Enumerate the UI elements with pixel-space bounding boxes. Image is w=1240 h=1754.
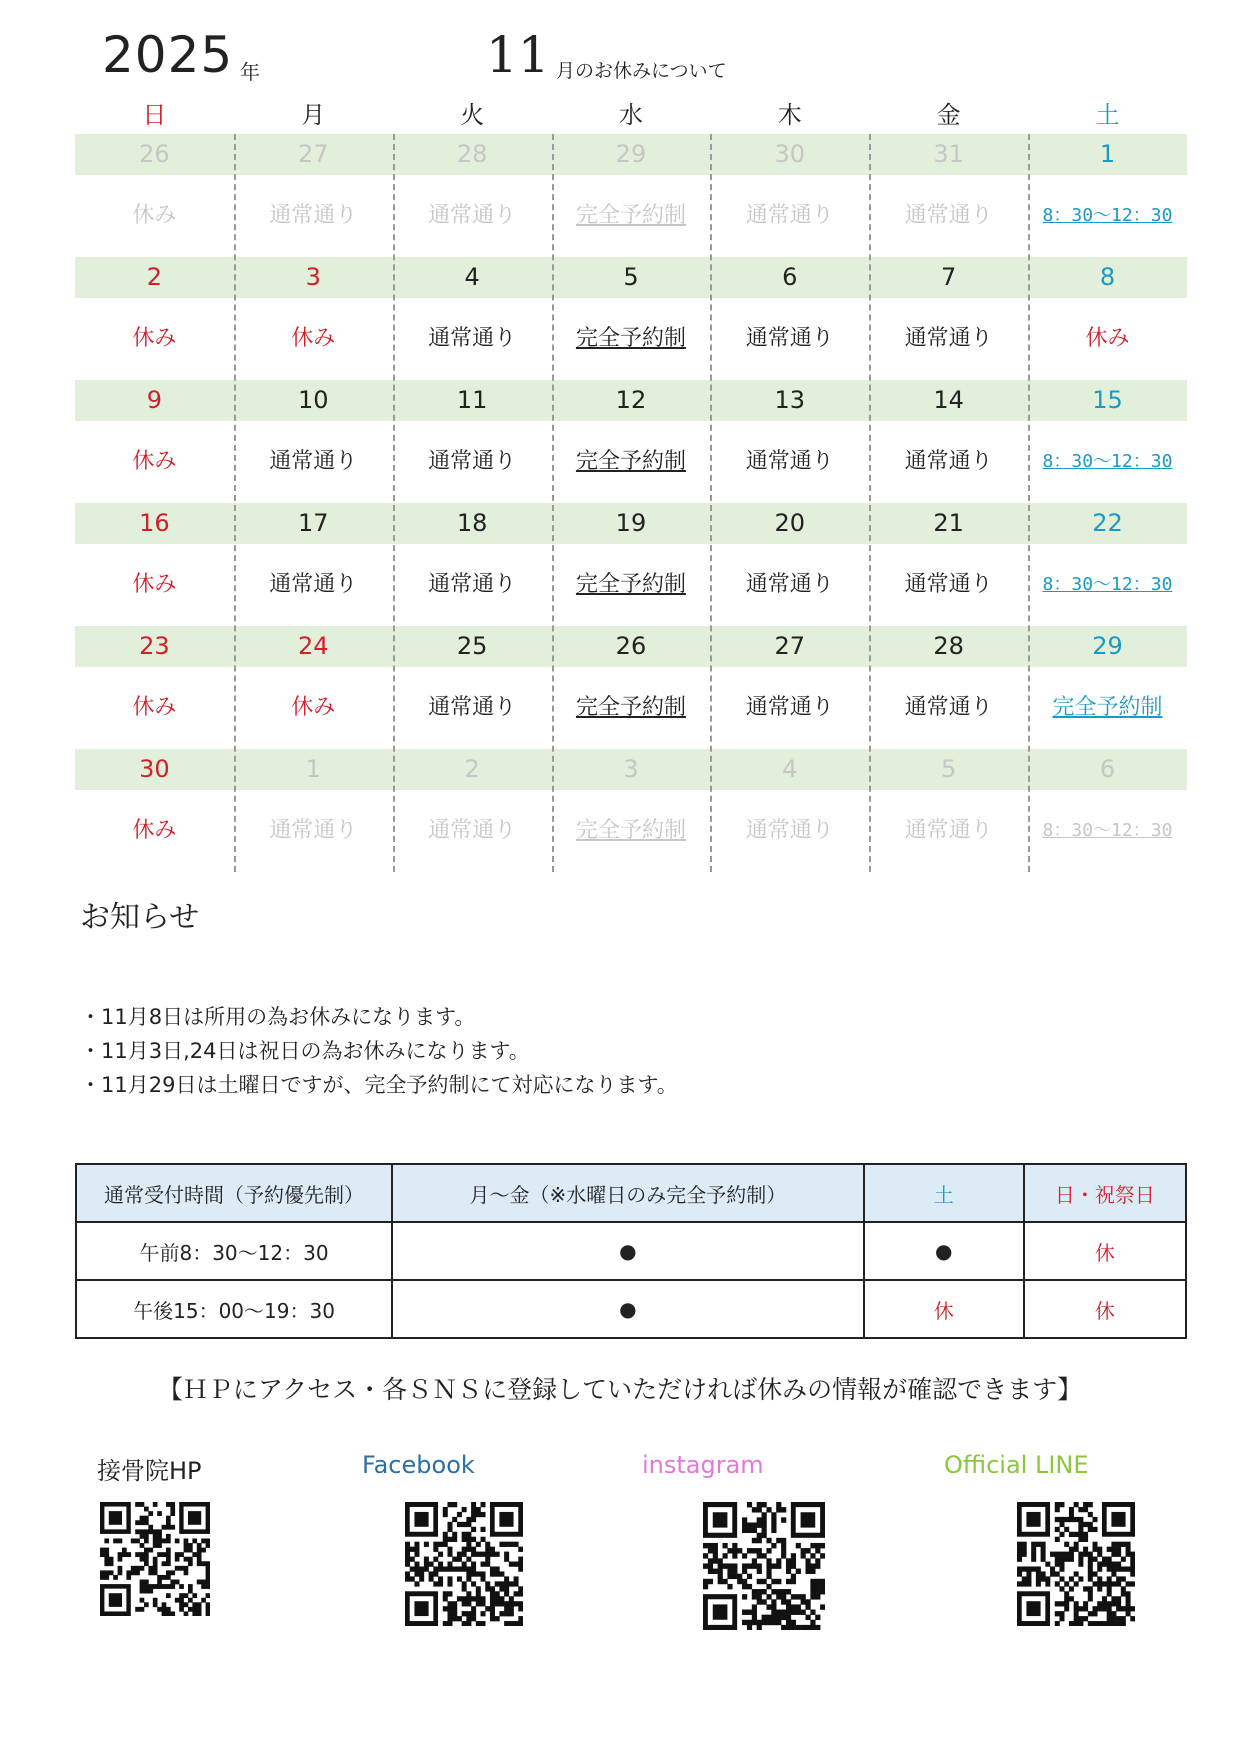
day-number-thu: 27 [774,632,806,660]
weekday-wed: 水 [618,101,643,129]
day-number-wed: 29 [615,140,647,168]
status-row [75,544,1187,626]
access-message: 【ＨＰにアクセス・各ＳＮＳに登録していただければ休みの情報が確認できます】 [157,1375,1083,1404]
day-status-fri: 通常通り [904,449,993,474]
day-status-sat: 8：30～12：30 [1042,205,1173,226]
status-row [75,421,1187,503]
day-number-sat: 6 [1099,755,1116,783]
qr-code-icon-facebook[interactable] [405,1502,523,1626]
day-status-mon: 通常通り [269,818,358,843]
day-status-thu: 通常通り [745,326,834,351]
day-number-thu: 6 [782,263,798,291]
cell: ● [392,1222,864,1280]
year-unit: 年 [240,60,260,84]
day-status-mon: 休み [291,326,336,351]
day-number-wed: 3 [623,755,639,783]
day-number-wed: 26 [615,632,647,660]
cell: 休 [1024,1280,1186,1338]
cell: 休 [1024,1222,1186,1280]
day-number-sat: 15 [1092,386,1123,414]
week-row [75,134,1187,257]
table-row [76,1222,1186,1280]
day-status-sun: 休み [132,326,177,351]
weekday-header [75,96,1187,134]
column-divider [1028,134,1030,872]
week-row [75,749,1187,872]
day-number-fri: 28 [933,632,964,660]
day-status-wed: 完全予約制 [575,449,686,474]
page-title: 月のお休みについて [556,60,727,82]
day-status-thu: 通常通り [745,695,834,720]
day-status-tue: 通常通り [428,572,517,597]
week-row [75,503,1187,626]
day-status-sat: 完全予約制 [1052,695,1163,720]
day-number-band [75,503,1187,544]
day-number-band [75,257,1187,298]
day-number-band [75,626,1187,667]
month: 11 [486,26,550,84]
day-status-mon: 通常通り [269,449,358,474]
qr-code-icon-instagram[interactable] [703,1502,825,1630]
weekday-mon: 月 [301,101,326,129]
day-number-sat: 8 [1099,263,1116,291]
week-row [75,380,1187,503]
day-number-wed: 5 [623,263,639,291]
day-status-wed: 完全予約制 [575,203,686,228]
column-divider [552,134,554,872]
day-number-thu: 4 [782,755,798,783]
day-status-sun: 休み [132,449,177,474]
week-row [75,626,1187,749]
day-number-mon: 3 [305,263,321,291]
day-number-wed: 19 [615,509,647,537]
weekday-sun: 日 [142,101,167,129]
day-status-mon: 通常通り [269,203,358,228]
day-number-sun: 9 [146,386,163,414]
header-time: 通常受付時間（予約優先制） [76,1164,392,1222]
qr-code-icon-line[interactable] [1017,1502,1135,1626]
day-status-sun: 休み [132,572,177,597]
day-number-thu: 13 [774,386,806,414]
day-status-thu: 通常通り [745,818,834,843]
day-number-fri: 14 [933,386,964,414]
sns-label-hp: 接骨院HP [97,1457,202,1485]
day-status-fri: 通常通り [904,695,993,720]
column-divider [869,134,871,872]
status-row [75,667,1187,749]
hours-table [75,1163,1187,1339]
day-number-sat: 29 [1092,632,1123,660]
day-status-thu: 通常通り [745,449,834,474]
day-status-mon: 休み [291,695,336,720]
day-number-tue: 18 [456,509,488,537]
day-status-sun: 休み [132,203,177,228]
day-number-mon: 10 [297,386,329,414]
day-number-sun: 16 [139,509,170,537]
day-number-band [75,380,1187,421]
day-number-sun: 26 [139,140,170,168]
day-number-sun: 30 [139,755,170,783]
day-status-fri: 通常通り [904,203,993,228]
cell: 休 [864,1280,1024,1338]
day-status-thu: 通常通り [745,572,834,597]
day-number-tue: 4 [464,263,480,291]
day-status-tue: 通常通り [428,326,517,351]
day-number-mon: 1 [305,755,321,783]
day-number-fri: 31 [933,140,964,168]
day-status-tue: 通常通り [428,695,517,720]
day-number-fri: 5 [941,755,957,783]
time-afternoon: 午後15：00～19：30 [76,1280,392,1338]
day-status-tue: 通常通り [428,818,517,843]
sns-label-line: Official LINE [944,1451,1089,1479]
notice-item: ・11月3日,24日は祝日の為お休みになります。 [80,1039,530,1063]
day-status-sat: 8：30～12：30 [1042,574,1173,595]
header-saturday: 土 [864,1164,1024,1222]
day-number-tue: 11 [456,386,488,414]
day-number-band [75,749,1187,790]
day-number-mon: 27 [297,140,329,168]
day-status-fri: 通常通り [904,818,993,843]
cell: ● [392,1280,864,1338]
header-weekdays: 月～金（※水曜日のみ完全予約制） [392,1164,864,1222]
status-row [75,790,1187,872]
day-status-sat: 休み [1085,326,1130,351]
day-status-tue: 通常通り [428,449,517,474]
weekday-tue: 火 [460,101,485,129]
day-status-sun: 休み [132,695,177,720]
notice-item: ・11月8日は所用の為お休みになります。 [80,1005,476,1029]
weekday-fri: 金 [936,101,961,129]
day-number-fri: 7 [941,263,957,291]
day-number-wed: 12 [615,386,647,414]
notice-list [80,1000,678,1102]
day-number-sun: 2 [146,263,163,291]
day-status-wed: 完全予約制 [575,572,686,597]
column-divider [234,134,236,872]
week-row [75,257,1187,380]
day-status-tue: 通常通り [428,203,517,228]
status-row [75,298,1187,380]
day-number-band [75,134,1187,175]
year: 2025 [102,26,234,84]
header-holiday: 日・祝祭日 [1024,1164,1186,1222]
notice-title: お知らせ [80,900,200,935]
day-number-fri: 21 [933,509,964,537]
cell: ● [864,1222,1024,1280]
day-number-sun: 23 [139,632,170,660]
day-status-sun: 休み [132,818,177,843]
calendar [75,96,1187,872]
day-number-thu: 20 [774,509,806,537]
day-status-sat: 8：30～12：30 [1042,451,1173,472]
sns-label-instagram: instagram [642,1451,764,1479]
weekday-thu: 木 [777,101,802,129]
day-status-wed: 完全予約制 [575,818,686,843]
day-status-wed: 完全予約制 [575,695,686,720]
status-row [75,175,1187,257]
day-number-thu: 30 [774,140,806,168]
notice-item: ・11月29日は土曜日ですが、完全予約制にて対応になります。 [80,1073,678,1097]
day-number-tue: 25 [456,632,488,660]
day-status-fri: 通常通り [904,572,993,597]
table-row [76,1280,1186,1338]
day-status-mon: 通常通り [269,572,358,597]
day-number-tue: 2 [464,755,480,783]
day-number-sat: 22 [1092,509,1123,537]
column-divider [393,134,395,872]
day-number-sat: 1 [1099,140,1116,168]
hours-table-header [76,1164,1186,1222]
weekday-sat: 土 [1095,101,1120,129]
day-status-fri: 通常通り [904,326,993,351]
time-morning: 午前8：30～12：30 [76,1222,392,1280]
sns-label-facebook: Facebook [362,1451,475,1479]
qr-code-icon-hp[interactable] [100,1502,210,1616]
day-status-sat: 8：30～12：30 [1042,820,1173,841]
day-number-mon: 17 [297,509,329,537]
day-number-mon: 24 [297,632,329,660]
day-number-tue: 28 [456,140,488,168]
column-divider [710,134,712,872]
day-status-thu: 通常通り [745,203,834,228]
day-status-wed: 完全予約制 [575,326,686,351]
